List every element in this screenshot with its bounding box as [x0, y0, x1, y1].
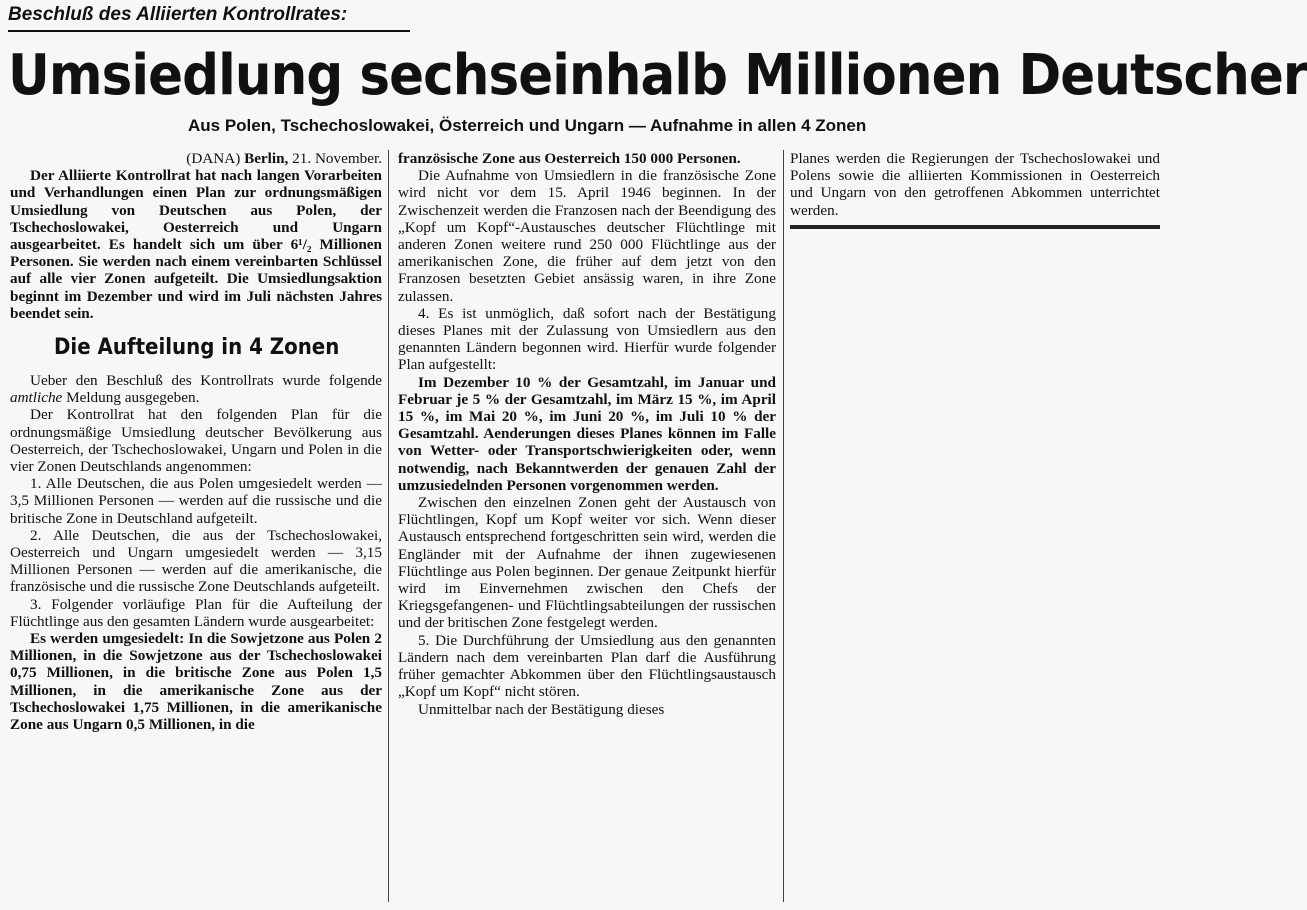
paragraph-point-5: 5. Die Durchführung der Umsiedlung aus den genannten Ländern nach dem vereinbarten Plan darf die Ausführung früher gemachter Abkommen über den Flüchtlingsaustausch „Kopf um Kopf“ nicht stören.: [398, 631, 776, 701]
paragraph-plan: Der Kontrollrat hat den folgenden Plan für die ordnungsmäßige Umsiedlung deutscher Bevölkerung aus Oesterreich, der Tschechoslowakei, Ungarn und Polen in die vier Zonen Deutschlands angenommen:: [10, 406, 382, 476]
column-rule-1: [388, 150, 389, 902]
headline: Umsiedlung sechseinhalb Millionen Deutscher: [8, 43, 1307, 108]
paragraph-announcement: [10, 372, 382, 406]
paragraph-exchange: Zwischen den einzelnen Zonen geht der Austausch von Flüchtlingen, Kopf um Kopf weiter vor sich. Wenn dieser Austausch entsprechend fortgeschritten sein wird, werden die Engländer mit der Aufnahme der ihnen zugewiesenen Flüchtlinge aus Polen beginnen. Der genaue Zeitpunkt hierfür wird im Einvernehmen zwischen den Chefs der Kriegsgefangenen- und Flüchtlingsabteilungen der russischen und der britischen Zone festgelegt werden.: [398, 494, 776, 632]
paragraph-announcement-a: Ueber den Beschluß des Kontrollrats wurde folgende: [30, 372, 382, 390]
paragraph-point-2: 2. Alle Deutschen, die aus der Tschechoslowakei, Oesterreich und Ungarn umgesiedelt werden — 3,15 Millionen Personen — werden auf die amerikanische, die französische und die russische Zone Deutschlands aufgeteilt.: [10, 526, 382, 596]
subhead: Aus Polen, Tschechoslowakei, Österreich und Ungarn — Aufnahme in allen 4 Zonen: [188, 116, 867, 135]
lead-paragraph: Der Alliierte Kontrollrat hat nach langen Vorarbeiten und Verhandlungen einen Plan zur ordnungsmäßigen Umsiedlung von Deutschen aus Polen, der Tschechoslowakei, Oesterreich und Ungarn ausgearbeitet. Es handelt sich um über 6¹/₂ Millionen Personen. Sie werden nach einem vereinbarten Schlüssel auf alle vier Zonen aufgeteilt. Die Umsiedlungsaktion beginnt im Dezember und wird im Juli nächsten Jahres beendet sein.: [10, 167, 382, 322]
column-3: [790, 150, 1160, 229]
paragraph-final: Unmittelbar nach der Bestätigung dieses: [418, 700, 665, 718]
paragraph-point-3: 3. Folgender vorläufige Plan für die Aufteilung der Flüchtlinge aus den gesamten Ländern wurde ausgearbeitet:: [10, 595, 382, 630]
paragraph-point-4: 4. Es ist unmöglich, daß sofort nach der Bestätigung dieses Planes mit der Zulassung von Umsiedlern aus den genannten Ländern begonnen wird. Hierfür wurde folgender Plan aufgestellt:: [398, 304, 776, 374]
paragraph-closing: Planes werden die Regierungen der Tschechoslowakei und Polens sowie die alliierten Kommissionen in Oesterreich und Ungarn von den getroffenen Abkommen unterrichtet werden.: [790, 150, 1160, 219]
paragraph-announcement-b: Meldung ausgegeben.: [66, 389, 200, 407]
dateline-date: 21. November.: [292, 150, 382, 167]
column-rule-2: [783, 150, 784, 902]
section-heading: Die Aufteilung in 4 Zonen: [54, 335, 340, 361]
paragraph-point-1: 1. Alle Deutschen, die aus Polen umgesiedelt werden — 3,5 Millionen Personen — werden auf die russische und die britische Zone in Deutschland aufgeteilt.: [10, 475, 382, 527]
paragraph-distribution: Es werden umgesiedelt: In die Sowjetzone aus Polen 2 Millionen, in die Sowjetzone aus der Tschechoslowakei 0,75 Millionen, in die britische Zone aus Polen 1,5 Millionen, in die amerikanische Zone aus der Tschechoslowakei 1,75 Millionen, in die amerikanische Zone aus Ungarn 0,5 Millionen, in die: [10, 630, 382, 734]
column-1: [10, 150, 382, 733]
kicker: Beschluß des Alliierten Kontrollrates:: [8, 4, 410, 32]
dateline-agency: (DANA): [186, 150, 241, 167]
dateline-place: Berlin,: [244, 150, 289, 167]
paragraph-announcement-em: amtliche: [10, 389, 63, 407]
paragraph-schedule: Im Dezember 10 % der Gesamtzahl, im Januar und Februar je 5 % der Gesamtzahl, im März 15 %, im April 15 %, im Mai 20 %, im Juni 20 %, im Juli 10 % der Gesamtzahl. Aenderungen dieses Planes können im Falle von Wetter- oder Transportschwierigkeiten oder, wenn notwendig, nach Bekanntwerden der genauen Zahl der umzusiedelnden Personen vorgenommen werden.: [398, 373, 776, 494]
paragraph-french-zone: Die Aufnahme von Umsiedlern in die französische Zone wird nicht vor dem 15. April 1946 beginnen. In der Zwischenzeit werden die Franzosen nach der Beendigung des „Kopf um Kopf“-Austausches deutscher Flüchtlinge mit anderen Zonen weitere rund 250 000 Flüchtlinge aus der amerikanischen Zone, die früher auf dem jetzt von den Franzosen besetzten Gebiet ansässig waren, in ihre Zone zulassen.: [398, 167, 776, 305]
dateline: [10, 150, 382, 167]
paragraph-continuation: französische Zone aus Oesterreich 150 000 Personen.: [398, 150, 741, 167]
column-2: [398, 150, 776, 718]
